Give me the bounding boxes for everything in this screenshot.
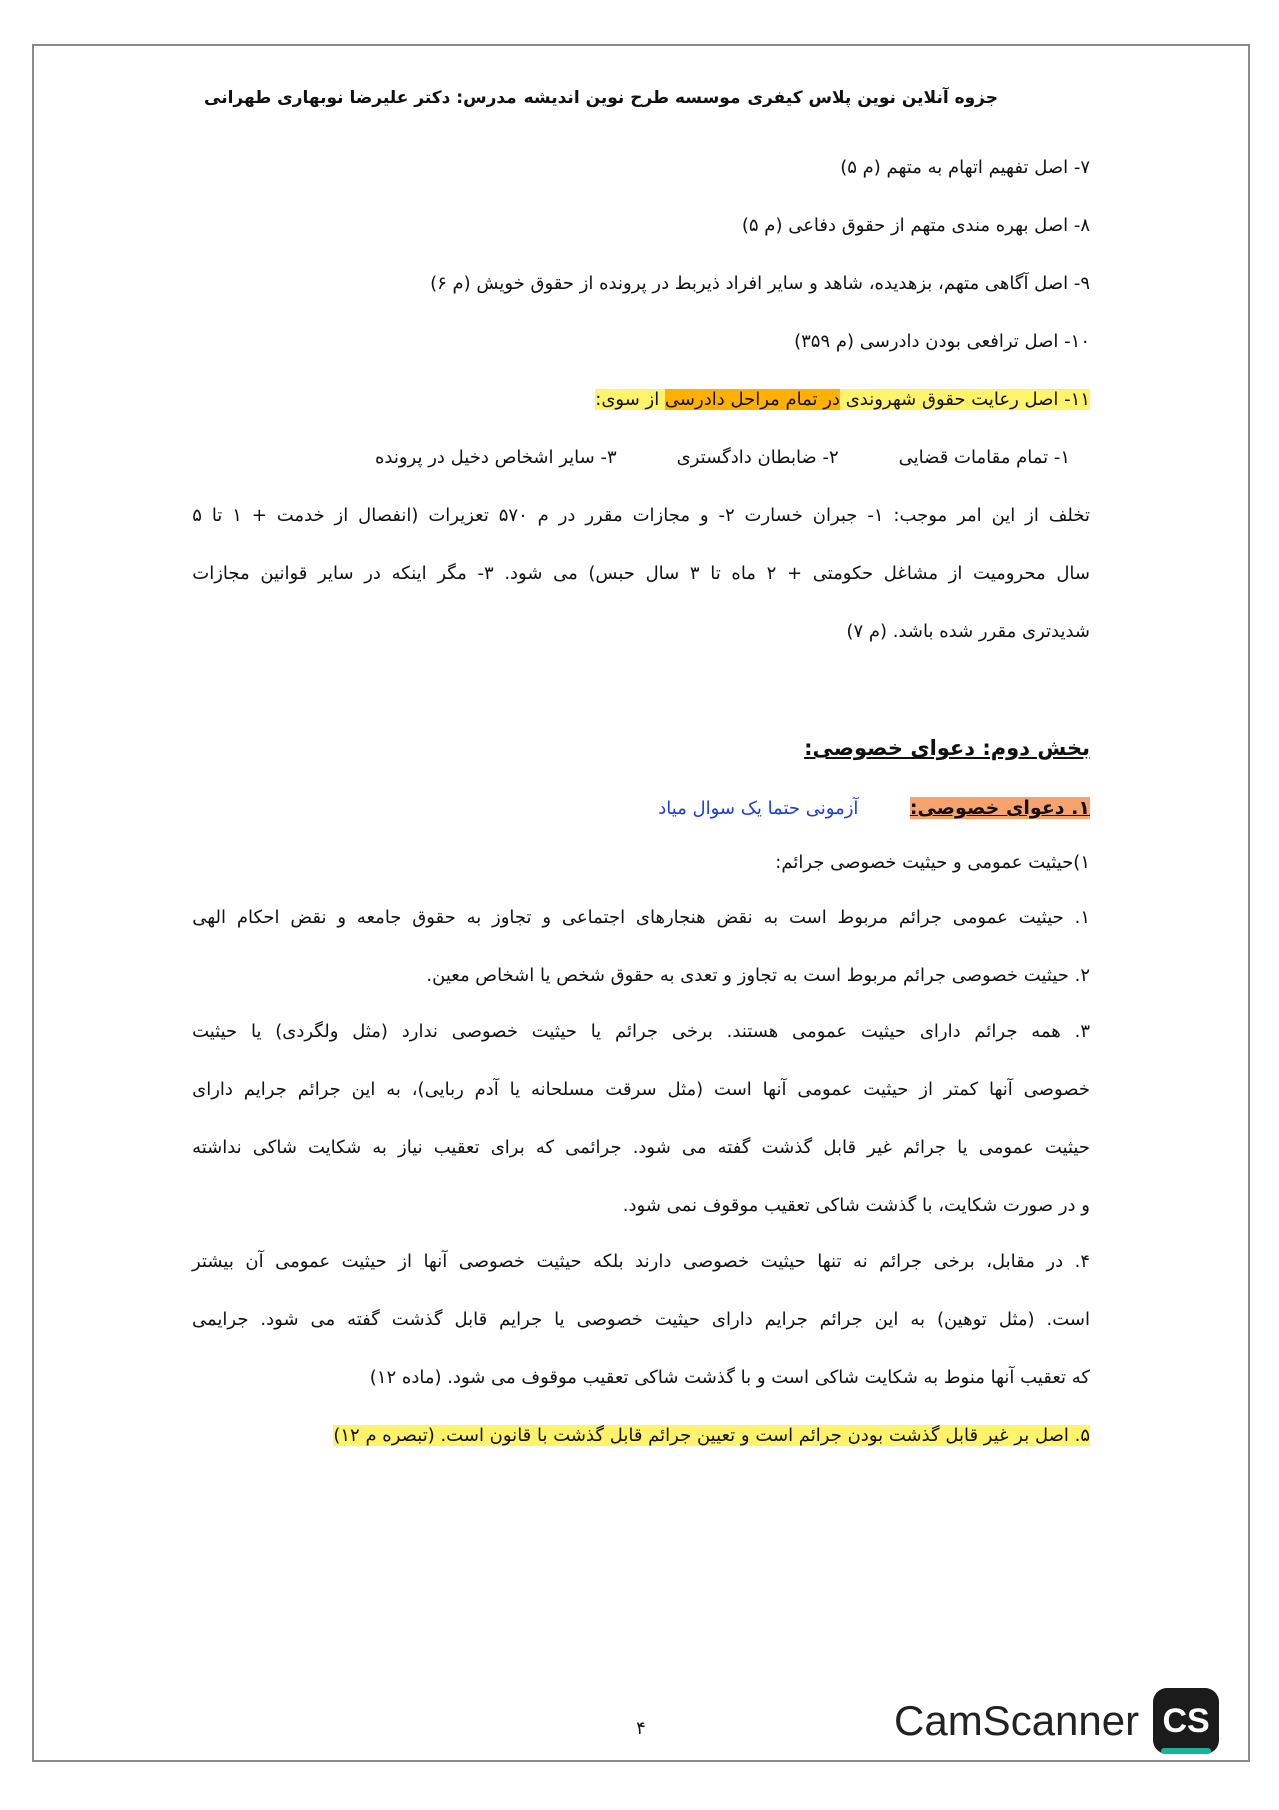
violation-line-2: سال محرومیت از مشاغل حکومتی + ۲ ماه تا ۳ سال حبس) می شود. ۳- مگر اینکه در سایر قوانین مجازات xyxy=(192,563,1090,584)
document-page xyxy=(32,44,1250,1762)
page-number: ۴ xyxy=(636,1718,646,1739)
header-title: جزوه آنلاین نوین پلاس کیفری xyxy=(747,88,998,108)
authority-3: ۳- سایر اشخاص دخیل در پرونده xyxy=(374,447,617,468)
violation-line-1: تخلف از این امر موجب: ۱- جبران خسارت ۲- و مجازات مقرر در م ۵۷۰ تعزیرات (انفصال از خدمت + ۱ تا ۵ xyxy=(192,505,1090,526)
item-4-line-2: است. (مثل توهین) به این جرائم جرایم دارای حیثیت خصوصی یا جرایم قابل گذشت گفته می شود. جرایمی xyxy=(192,1309,1090,1330)
exam-note: آزمونی حتما یک سوال میاد xyxy=(658,798,859,819)
item-5-text: ۵. اصل بر غیر قابل گذشت بودن جرائم است و تعیین جرائم قابل گذشت با قانون است. (تبصره م ۱۲) xyxy=(333,1425,1090,1446)
item-5 xyxy=(333,1419,1090,1453)
section-title: بخش دوم: دعوای خصوصی: xyxy=(804,736,1090,760)
item-4-line-3: که تعقیب آنها منوط به شکایت شاکی است و با گذشت شاکی تعقیب موقوف می شود. (ماده ۱۲) xyxy=(369,1367,1090,1388)
item-3-line-1: ۳. همه جرائم دارای حیثیت عمومی هستند. برخی جرائم یا حیثیت خصوصی ندارد (مثل ولگردی) یا حیثیت xyxy=(192,1021,1090,1042)
header-institute: موسسه طرح نوین اندیشه xyxy=(523,88,741,108)
violation-line-3: شدیدتری مقرر شده باشد. (م ۷) xyxy=(846,621,1090,642)
principle-11 xyxy=(595,383,1090,417)
principle-11-highlight: در تمام مراحل دادرسی xyxy=(664,389,840,410)
header-instructor: مدرس: دکتر علیرضا نوبهاری طهرانی xyxy=(204,88,517,108)
intro-line: ۱)حیثیت عمومی و حیثیت خصوصی جرائم: xyxy=(775,852,1090,873)
page-header xyxy=(204,88,998,108)
subtitle-row xyxy=(658,791,1090,826)
item-3-line-4: و در صورت شکایت، با گذشت شاکی تعقیب موقوف نمی شود. xyxy=(622,1195,1090,1216)
logo-text: CamScanner xyxy=(894,1697,1140,1744)
camscanner-logo xyxy=(894,1688,1219,1754)
authorities-row xyxy=(375,441,1070,475)
principle-8: ۸- اصل بهره مندی متهم از حقوق دفاعی (م ۵) xyxy=(741,215,1090,236)
principle-7: ۷- اصل تفهیم اتهام به متهم (م ۵) xyxy=(840,157,1090,178)
authority-1: ۱- تمام مقامات قضایی xyxy=(898,447,1070,468)
item-4-line-1: ۴. در مقابل، برخی جرائم نه تنها حیثیت خصوصی دارند بلکه حیثیت خصوصی آنها از حیثیت عمومی آن بیشتر xyxy=(192,1251,1090,1272)
logo-badge-icon: CS xyxy=(1153,1688,1219,1754)
authority-2: ۲- ضابطان دادگستری xyxy=(676,447,839,468)
principle-11-end: از سوی: xyxy=(595,389,665,410)
item-3-line-3: حیثیت عمومی یا جرائم غیر قابل گذشت گفته می شود. جرائمی که برای تعقیب نیاز به شکایت شاکی نداشته xyxy=(192,1137,1090,1158)
principle-9: ۹- اصل آگاهی متهم، بزهدیده، شاهد و سایر افراد ذیربط در پرونده از حقوق خویش (م ۶) xyxy=(430,273,1090,294)
item-2: ۲. حیثیت خصوصی جرائم مربوط است به تجاوز و تعدی به حقوق شخص یا اشخاص معین. xyxy=(426,965,1090,986)
subtitle: ۱. دعوای خصوصی: xyxy=(909,797,1090,819)
item-1: ۱. حیثیت عمومی جرائم مربوط است به نقض هنجارهای اجتماعی و تجاوز به حقوق جامعه و نقض احکام الهی xyxy=(192,907,1090,928)
item-3-line-2: خصوصی آنها کمتر از حیثیت عمومی آنها است (مثل سرقت مسلحانه یا آدم ربایی)، به این جرائم جرایم دارای xyxy=(192,1079,1090,1100)
principle-10: ۱۰- اصل ترافعی بودن دادرسی (م ۳۵۹) xyxy=(794,331,1090,352)
principle-11-start: ۱۱- اصل رعایت حقوق شهروندی xyxy=(839,389,1090,410)
